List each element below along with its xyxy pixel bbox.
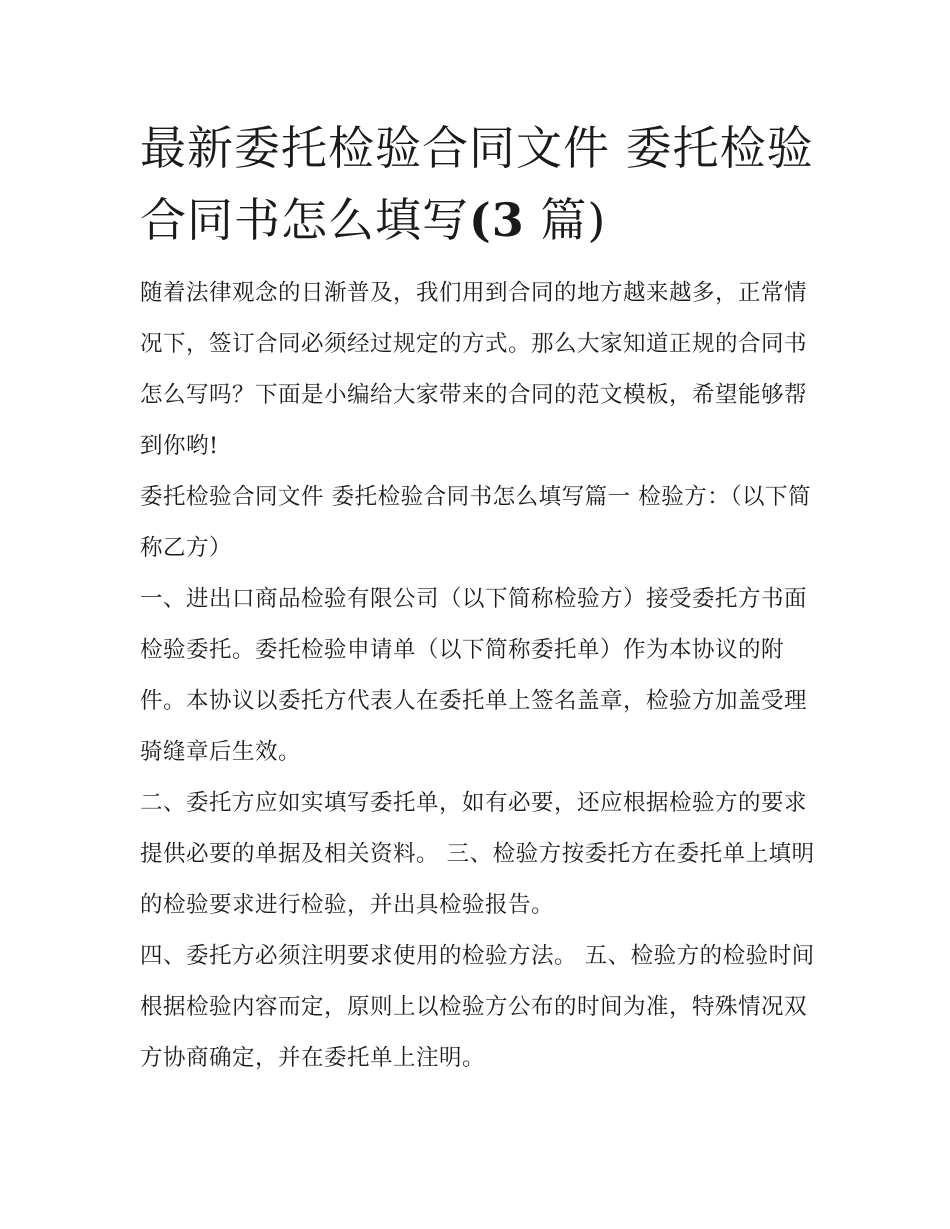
paragraph-clause-4-5: 四、委托方必须注明要求使用的检验方法。 五、检验方的检验时间根据检验内容而定，原则上以检验方公布的时间为准，特殊情况双方协商确定，并在委托单上注明。 bbox=[140, 943, 815, 1071]
paragraph-intro: 随着法律观念的日渐普及，我们用到合同的地方越来越多，正常情况下，签订合同必须经过规定的方式。那么大家知道正规的合同书怎么写吗？下面是小编给大家带来的合同的范文模板，希望能够帮到你哟! bbox=[140, 280, 808, 459]
paragraph-heading: 委托检验合同文件 委托检验合同书怎么填写篇一 检验方：（以下简称乙方） bbox=[140, 484, 812, 561]
title-suffix: 篇) bbox=[540, 193, 607, 247]
paragraph-clause-1: 一、进出口商品检验有限公司（以下简称检验方）接受委托方书面检验委托。委托检验申请单（以下简称委托单）作为本协议的附件。本协议以委托方代表人在委托单上签名盖章，检验方加盖受理骑缝章后生效。 bbox=[140, 586, 808, 765]
document-title bbox=[140, 112, 820, 256]
title-text: 最新委托检验合同文件 委托检验合同书怎么填写 bbox=[140, 121, 814, 247]
document-body bbox=[140, 112, 820, 1084]
paragraph-clause-2-3: 二、委托方应如实填写委托单，如有必要，还应根据检验方的要求提供必要的单据及相关资料。 三、检验方按委托方在委托单上填明的检验要求进行检验，并出具检验报告。 bbox=[140, 790, 815, 918]
title-count: (3 bbox=[469, 193, 525, 247]
